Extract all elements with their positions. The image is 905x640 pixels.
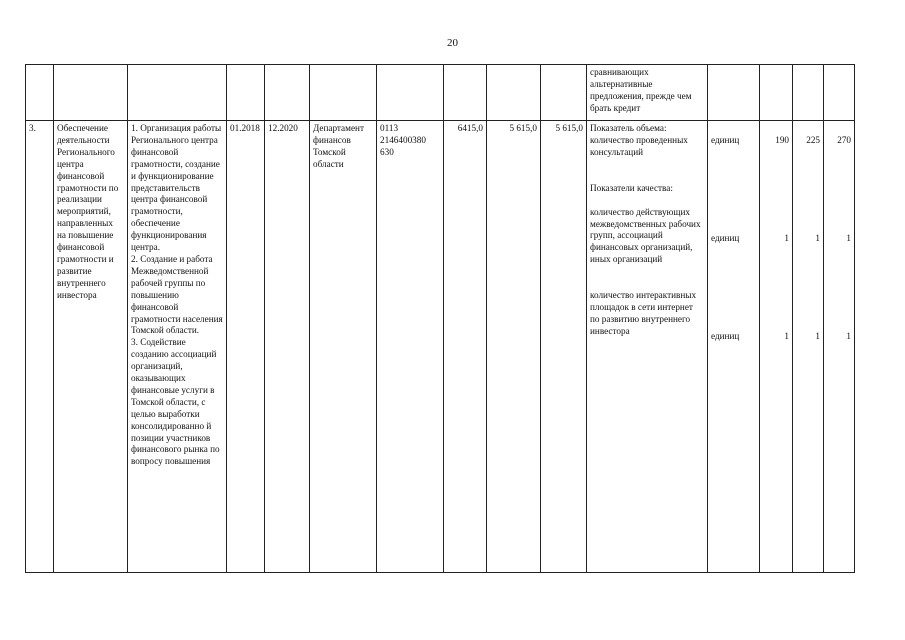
start-date: 01.2018 [227,121,265,573]
value-1-1: 190 [775,135,789,145]
sum-year-3: 5 615,0 [541,121,587,573]
quality-indicator-1: количество действующих межведомственных рабочих групп, ассоциаций финансовых организаций, иных организаций [590,206,701,265]
value-2-3: 1 [815,330,820,341]
values-col-1 [760,121,793,573]
sum-year-2: 5 615,0 [487,121,541,573]
activity-3: 3. Содействие созданию ассоциаций организаций, оказывающих финансовые услуги в Томской области, с целью выработки консолидированно й позиции участников финансового рынка по вопросу повышения [131,337,220,467]
unit-2: единиц [711,232,740,243]
cell-empty [54,65,128,121]
indicator-continuation-text: сравнивающих альтернативные предложения, прежде чем брать кредит [587,65,708,121]
budget-code: 0113 2146400380 630 [377,121,444,573]
value-3-2: 1 [846,232,851,243]
cell-empty [128,65,227,121]
quality-indicator-2: количество интерактивных площадок в сети интернет по развитию внутреннего инвестора [590,290,697,336]
volume-header: Показатель объема: [590,123,667,133]
row-number: 3. [26,121,54,573]
cell-empty [26,65,54,121]
values-col-2 [793,121,824,573]
volume-indicator: количество проведенных консультаций [590,134,688,157]
sum-total: 6415,0 [444,121,487,573]
unit-3: единиц [711,330,740,341]
table-row-3 [26,121,855,573]
values-col-3 [824,121,855,573]
unit-1: единиц [711,135,740,145]
value-3-1: 270 [837,135,851,145]
indicators-cell [587,121,708,573]
cell-empty [227,65,265,121]
executor: Департамент финансов Томской области [310,121,377,573]
units-cell [708,121,760,573]
page-number: 20 [447,37,458,49]
task-text: Обеспечение деятельности Регионального центра финансовой грамотности по реализации мероприятий, направленных на повышение финансовой грамотности и развитие внутреннего инвестора [54,121,128,573]
end-date: 12.2020 [265,121,310,573]
cell-empty [265,65,310,121]
program-table [25,64,855,573]
activities-cell [128,121,227,573]
cell-empty [487,65,541,121]
cell-empty [541,65,587,121]
cell-empty [708,65,760,121]
value-1-2: 1 [784,232,789,243]
cell-empty [824,65,855,121]
activity-2: 2. Создание и работа Межведомственной рабочей группы по повышению финансовой грамотности населения Томской области. [131,253,223,336]
value-3-3: 1 [846,330,851,341]
cell-empty [760,65,793,121]
activity-1: 1. Организация работы Регионального центра финансовой грамотности, создание и функционирование представительств центра финансовой грамотности, обеспечение функционирования центра. [131,123,222,253]
table-row-continuation [26,65,855,121]
value-2-1: 225 [806,135,820,145]
cell-empty [444,65,487,121]
cell-empty [377,65,444,121]
quality-header: Показатели качества: [590,182,673,193]
cell-empty [793,65,824,121]
cell-empty [310,65,377,121]
value-1-3: 1 [784,330,789,341]
value-2-2: 1 [815,232,820,243]
